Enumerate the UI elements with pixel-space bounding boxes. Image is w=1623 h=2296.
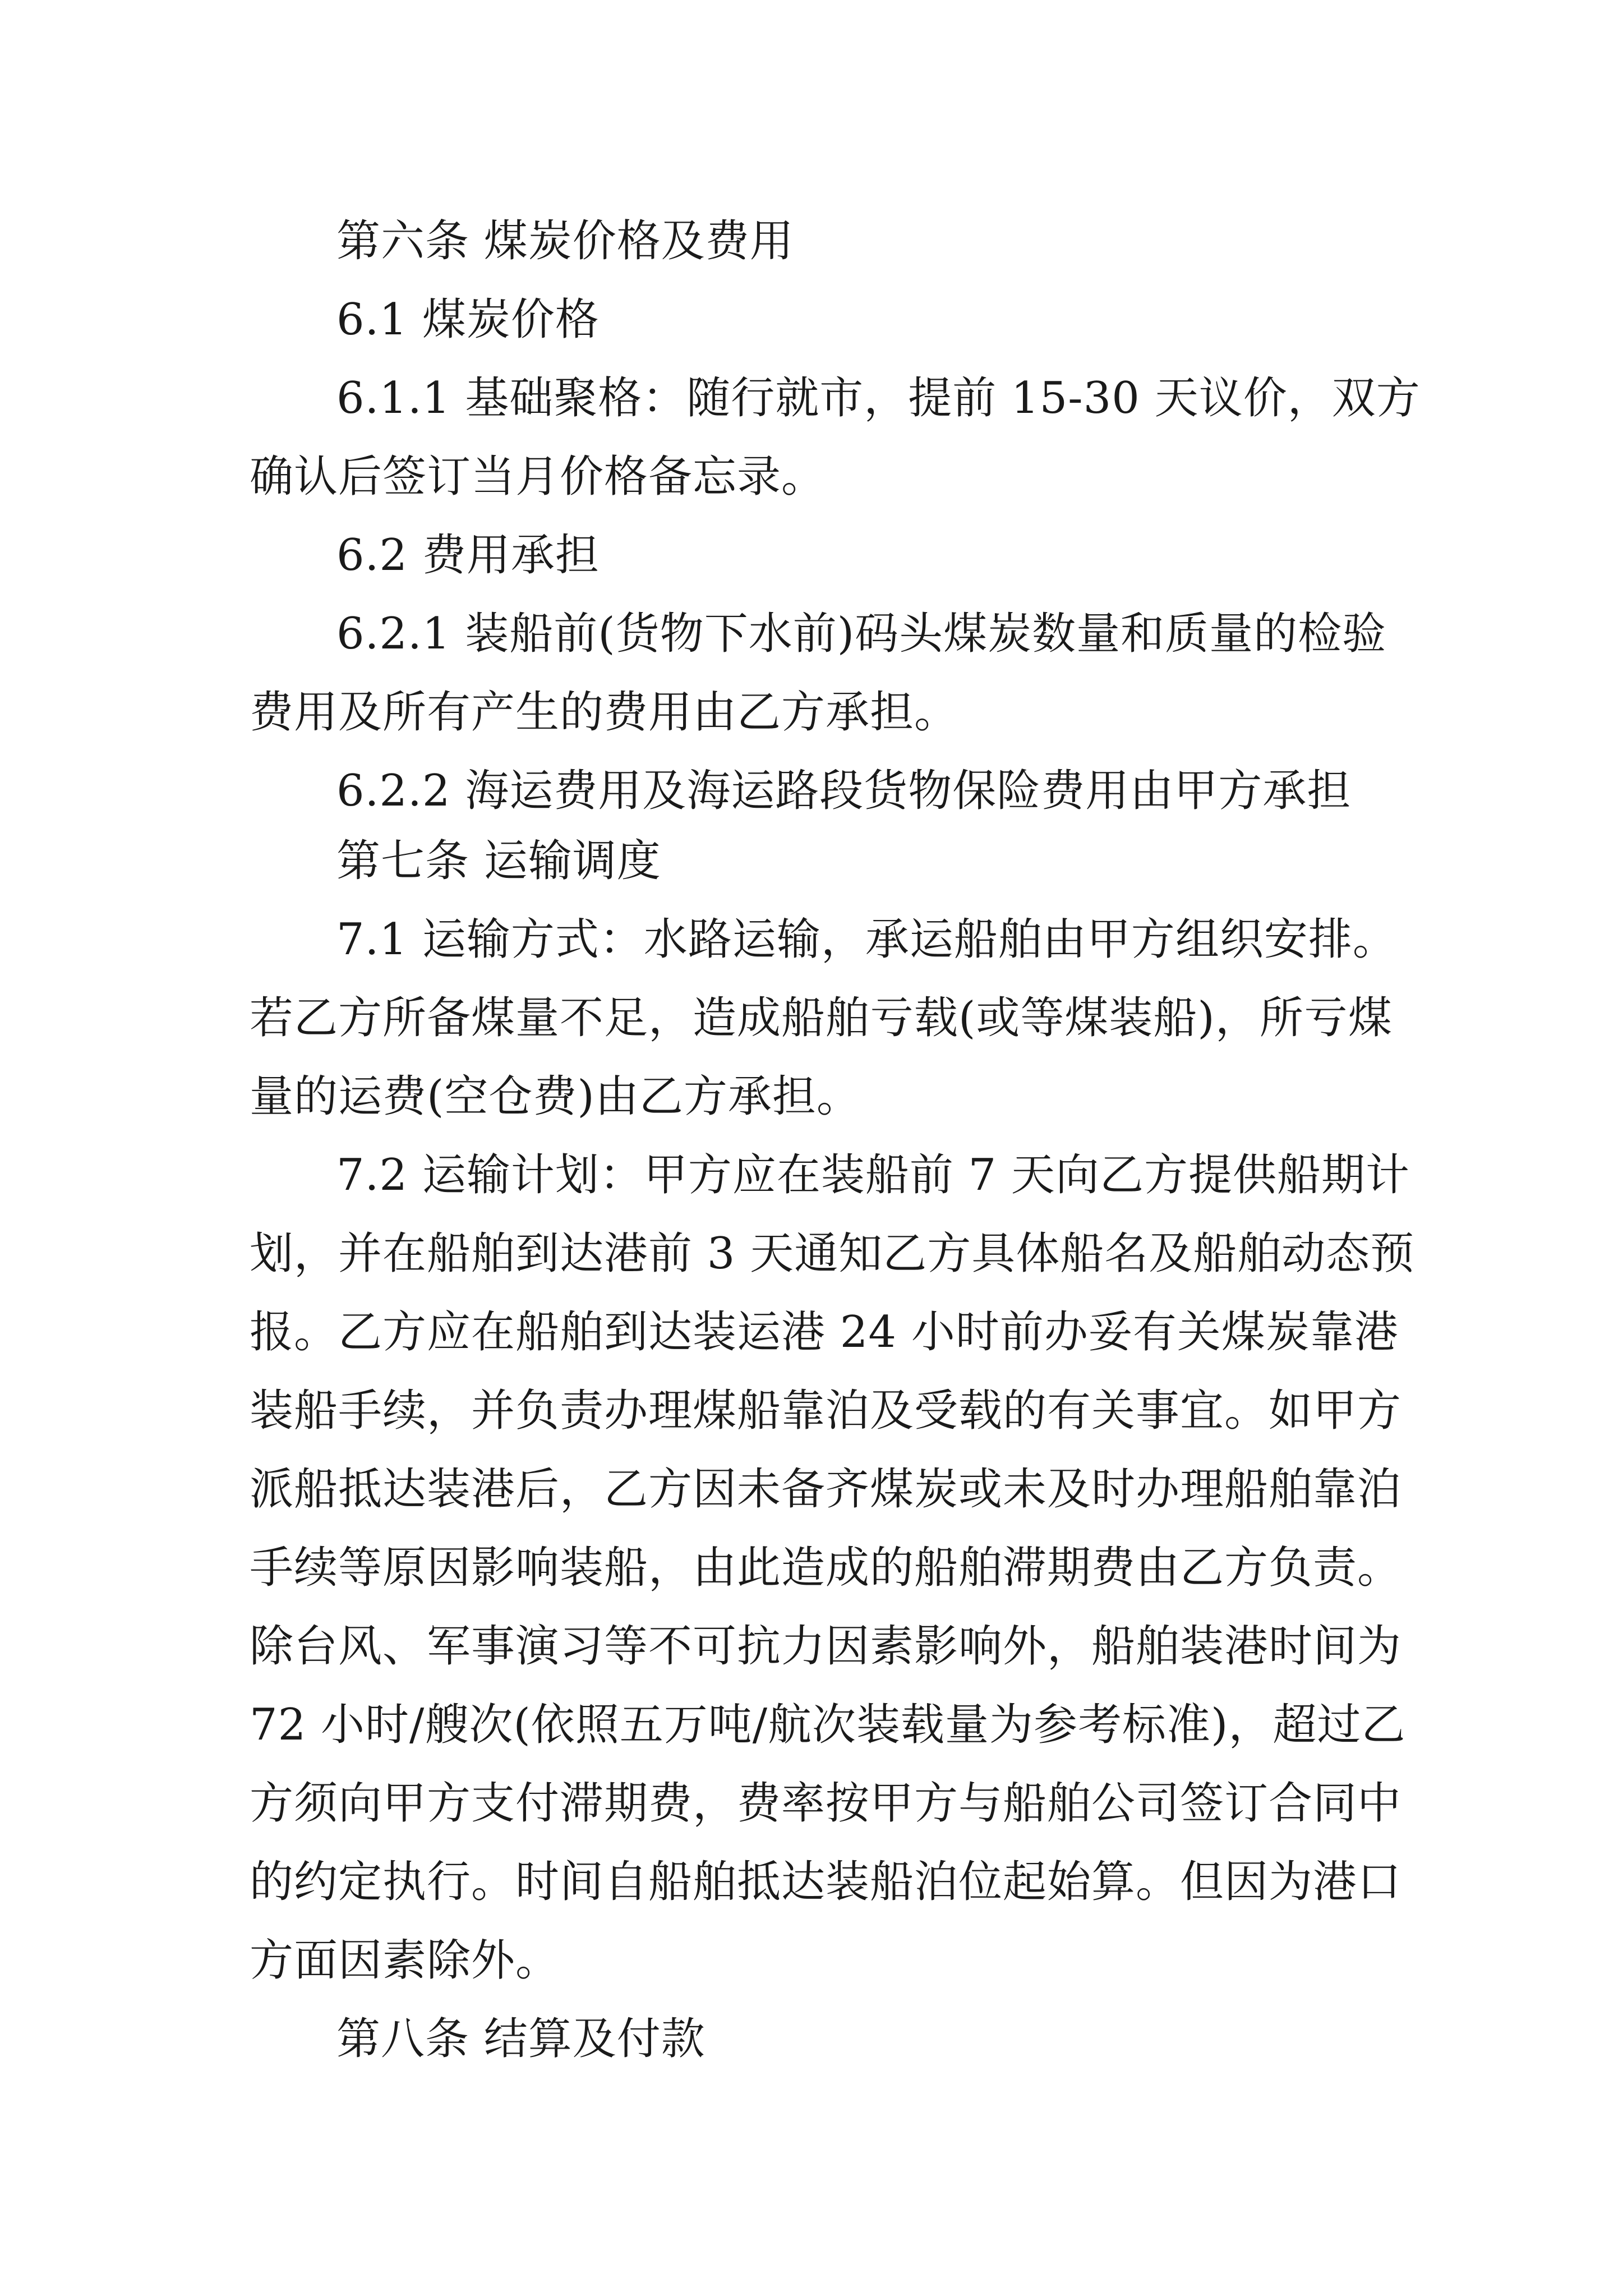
- paragraph-6-2-2: 6.2.2 海运费用及海运路段货物保险费用由甲方承担: [336, 766, 1352, 816]
- paragraph-7-2-line-11: 方面因素除外。: [250, 1935, 560, 1986]
- paragraph-6-1-1-line-1: 6.1.1 基础聚格：随行就市，提前 15-30 天议价，双方: [336, 373, 1421, 424]
- paragraph-7-2-line-10: 的约定执行。时间自船舶抵达装船泊位起始算。但因为港口: [250, 1857, 1402, 1907]
- paragraph-6-1-1-line-2: 确认后签订当月价格备忘录。: [250, 452, 826, 502]
- heading-section-6-1: 6.1 煤炭价格: [336, 295, 600, 345]
- paragraph-7-2-line-2: 划，并在船舶到达港前 3 天通知乙方具体船名及船舶动态预: [250, 1228, 1415, 1279]
- paragraph-7-2-line-4: 装船手续，并负责办理煤船靠泊及受载的有关事宜。如甲方: [250, 1386, 1402, 1436]
- paragraph-7-2-line-5: 派船抵达装港后，乙方因未备齐煤炭或未及时办理船舶靠泊: [250, 1464, 1402, 1515]
- paragraph-7-1-line-3: 量的运费(空仓费)由乙方承担。: [250, 1071, 861, 1122]
- paragraph-7-1-line-2: 若乙方所备煤量不足，造成船舶亏载(或等煤装船)，所亏煤: [250, 993, 1393, 1043]
- paragraph-7-2-line-9: 方须向甲方支付滞期费，费率按甲方与船舶公司签订合同中: [250, 1778, 1402, 1829]
- paragraph-7-1-line-1: 7.1 运输方式：水路运输，承运船舶由甲方组织安排。: [336, 914, 1397, 965]
- paragraph-7-2-line-6: 手续等原因影响装船，由此造成的船舶滞期费由乙方负责。: [250, 1543, 1402, 1593]
- paragraph-6-2-1-line-1: 6.2.1 装船前(货物下水前)码头煤炭数量和质量的检验: [336, 609, 1387, 659]
- paragraph-7-2-line-3: 报。乙方应在船舶到达装运港 24 小时前办妥有关煤炭靠港: [250, 1307, 1399, 1358]
- paragraph-7-2-line-8: 72 小时/艘次(依照五万吨/航次装载量为参考标准)，超过乙: [250, 1700, 1406, 1750]
- paragraph-6-2-1-line-2: 费用及所有产生的费用由乙方承担。: [250, 687, 959, 738]
- heading-article-8: 第八条 结算及付款: [336, 2014, 706, 2064]
- paragraph-7-2-line-7: 除台风、军事演习等不可抗力因素影响外，船舶装港时间为: [250, 1621, 1402, 1672]
- heading-article-6: 第六条 煤炭价格及费用: [336, 216, 794, 266]
- paragraph-7-2-line-1: 7.2 运输计划：甲方应在装船前 7 天向乙方提供船期计: [336, 1150, 1410, 1200]
- heading-article-7: 第七条 运输调度: [336, 836, 661, 886]
- heading-section-6-2: 6.2 费用承担: [336, 530, 600, 581]
